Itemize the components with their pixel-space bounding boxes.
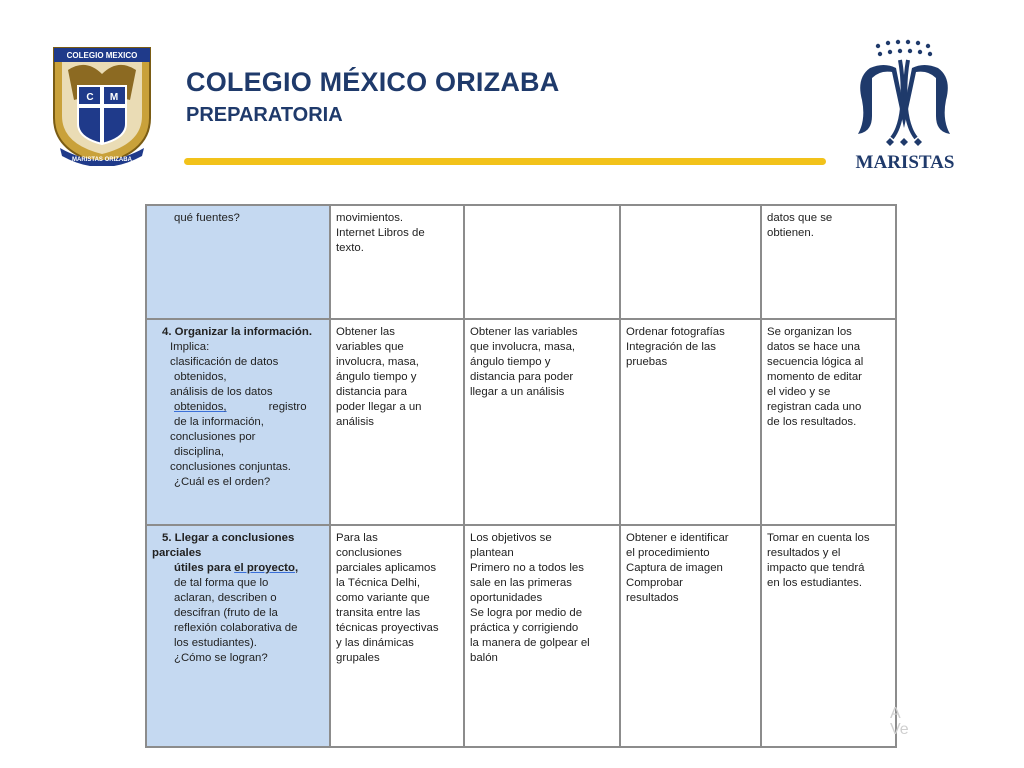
table-row — [146, 319, 896, 525]
table-cell — [464, 205, 620, 319]
page-subtitle: PREPARATORIA — [186, 104, 343, 126]
watermark-line: Ve — [890, 721, 909, 738]
cell-text: Tomar en cuenta los resultados y el impacto que tendrá en los estudiantes. — [767, 532, 870, 589]
table-cell — [620, 205, 761, 319]
cell-text: registro — [268, 401, 307, 413]
cell-text: aclaran, describen o — [174, 592, 277, 604]
cell-text: Ordenar fotografías Integración de las pruebas — [626, 326, 725, 368]
table-cell — [464, 525, 620, 747]
maristas-logo — [842, 38, 968, 176]
cell-text: Se organizan los datos se hace una secuencia lógica al momento de editar el video y se registran cada uno de los resultados. — [767, 326, 864, 428]
cell-text: los estudiantes). — [174, 637, 257, 649]
cell-text: descifran (fruto de la — [174, 607, 278, 619]
cell-text: disciplina, — [174, 446, 225, 458]
table-cell — [761, 205, 896, 319]
watermark-line: A — [890, 705, 901, 722]
table-cell-category — [146, 205, 330, 319]
cell-text: conclusiones por — [170, 431, 256, 443]
table-cell — [761, 319, 896, 525]
cell-text: de tal forma que lo — [174, 577, 269, 589]
cell-text-line — [152, 400, 324, 415]
header-title-block — [186, 66, 559, 128]
cell-text: movimientos. Internet Libros de texto. — [336, 212, 425, 254]
cell-text: análisis de los datos — [170, 386, 273, 398]
cell-text: Obtener e identificar el procedimiento Captura de imagen Comprobar resultados — [626, 532, 729, 604]
cell-heading-line — [152, 561, 324, 576]
table-cell — [330, 319, 464, 525]
cell-text: datos que se obtienen. — [767, 212, 833, 239]
cell-text: Los objetivos se plantean Primero no a todos les sale en las primeras oportunidades Se logra por medio de práctica y corrigiendo la manera de golpear el balón — [470, 532, 590, 664]
underlined-text: el proyecto — [234, 562, 295, 574]
cell-heading: parciales — [152, 547, 202, 559]
svg-text:MARISTAS ORIZABA: MARISTAS ORIZABA — [72, 157, 132, 163]
table-cell — [464, 319, 620, 525]
cell-text: Obtener las variables que involucra, masa, ángulo tiempo y distancia para poder llegar a un análisis — [470, 326, 578, 398]
svg-text:M: M — [109, 92, 119, 103]
cell-text: obtenidos, — [174, 371, 227, 383]
cell-text: reflexión colaborativa de — [174, 622, 298, 634]
header-divider-bar — [184, 158, 826, 165]
table-cell-category — [146, 525, 330, 747]
cell-heading: 5. Llegar a conclusiones — [162, 532, 295, 544]
watermark-text — [890, 706, 909, 738]
page-title: COLEGIO MÉXICO ORIZABA — [186, 67, 560, 97]
table-cell-category — [146, 319, 330, 525]
table-cell — [620, 525, 761, 747]
cell-heading: útiles para — [174, 562, 231, 574]
table-cell — [761, 525, 896, 747]
cell-heading: , — [294, 562, 299, 574]
table-cell — [330, 525, 464, 747]
cell-text: qué fuentes? — [174, 212, 240, 224]
svg-text:C: C — [86, 92, 94, 103]
table-cell — [330, 205, 464, 319]
svg-text:MARISTAS: MARISTAS — [855, 152, 955, 173]
colegio-mexico-crest-logo — [46, 40, 158, 166]
cell-text: conclusiones conjuntas. — [170, 461, 291, 473]
table-row — [146, 205, 896, 319]
cell-text: clasificación de datos — [170, 356, 279, 368]
content-table — [145, 204, 897, 748]
cell-text: de la información, — [174, 416, 264, 428]
underlined-text: obtenidos, — [174, 401, 227, 413]
svg-text:COLEGIO MEXICO: COLEGIO MEXICO — [66, 51, 138, 60]
cell-text: Obtener las variables que involucra, masa, ángulo tiempo y distancia para poder llegar a un análisis — [336, 326, 422, 428]
table-cell — [620, 319, 761, 525]
table-row — [146, 525, 896, 747]
cell-text: ¿Cuál es el orden? — [174, 476, 271, 488]
cell-heading: 4. Organizar la información. — [162, 326, 313, 338]
cell-text: Para las conclusiones parciales aplicamos la Técnica Delhi, como variante que transita entre las técnicas proyectivas y las dinámicas grupales — [336, 532, 439, 664]
cell-text: ¿Cómo se logran? — [174, 652, 268, 664]
cell-text: Implica: — [170, 341, 210, 353]
